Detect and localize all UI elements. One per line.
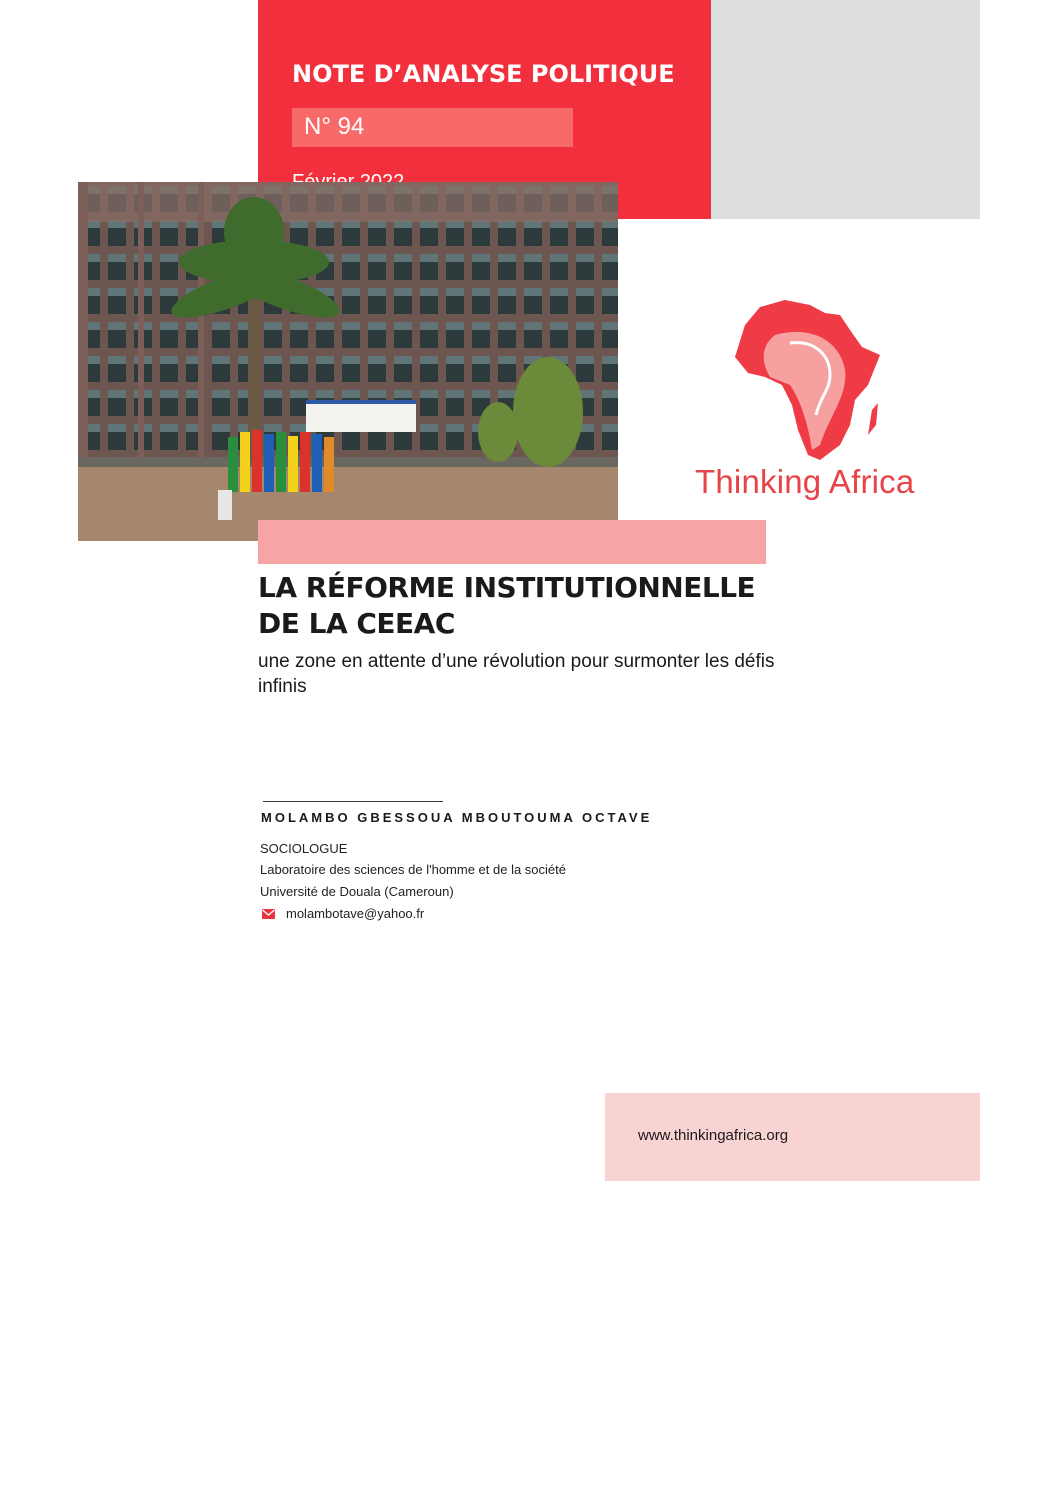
author-laboratory: Laboratoire des sciences de l'homme et de la société (260, 862, 566, 877)
header-grey-block (711, 0, 980, 219)
website-link[interactable]: www.thinkingafrica.org (638, 1127, 789, 1144)
cover-photo (78, 182, 618, 541)
author-name: MOLAMBO GBESSOUA MBOUTOUMA OCTAVE (261, 810, 653, 825)
author-divider (263, 801, 443, 802)
main-title-line-1: LA RÉFORME INSTITUTIONNELLE (258, 571, 756, 604)
author-university: Université de Douala (Cameroun) (260, 884, 454, 899)
title-accent-band (258, 520, 766, 564)
issue-number: N° 94 (304, 113, 365, 140)
main-title (258, 570, 818, 642)
series-title: NOTE D’ANALYSE POLITIQUE (292, 60, 675, 88)
main-title-line-2: DE LA CEEAC (258, 607, 455, 640)
author-email[interactable]: molambotave@yahoo.fr (286, 906, 425, 921)
author-role: SOCIOLOGUE (260, 841, 348, 856)
building-photo-illustration (78, 182, 618, 541)
envelope-icon (262, 909, 275, 919)
africa-map-icon (690, 285, 940, 475)
brand-name: Thinking Africa (695, 463, 915, 500)
subtitle: une zone en attente d’une révolution pour surmonter les défis infinis (258, 651, 775, 697)
